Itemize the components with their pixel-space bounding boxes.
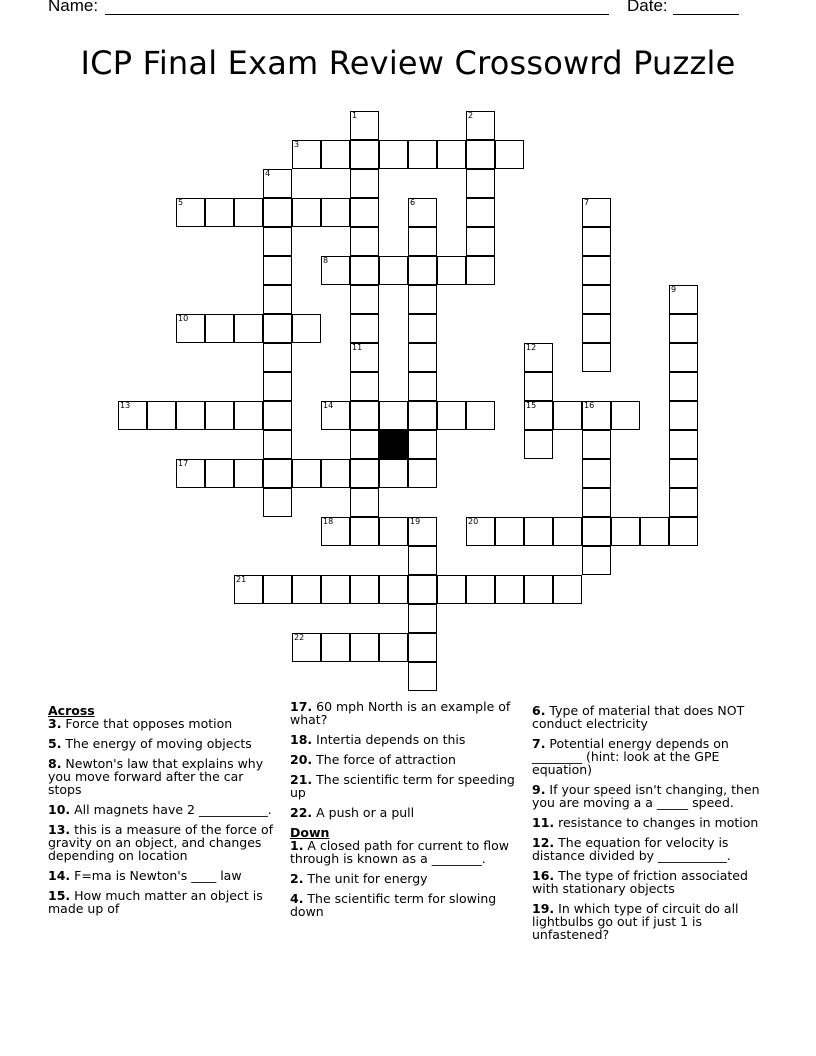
cell-number: 14: [323, 401, 334, 410]
grid-cell[interactable]: [263, 488, 292, 517]
clue-text: 60 mph North is an example of what?: [290, 699, 511, 727]
clue-item: [532, 869, 764, 895]
grid-cell[interactable]: [205, 314, 234, 343]
cell-number: 1: [352, 111, 358, 120]
grid-cell[interactable]: [669, 372, 698, 401]
grid-cell[interactable]: [582, 314, 611, 343]
grid-cell[interactable]: [466, 111, 495, 140]
grid-cell[interactable]: [263, 575, 292, 604]
grid-cell[interactable]: [408, 343, 437, 372]
clue-text: Intertia depends on this: [312, 732, 466, 747]
grid-cell[interactable]: [292, 198, 321, 227]
grid-cell[interactable]: [524, 575, 553, 604]
clue-text: The energy of moving objects: [61, 736, 252, 751]
grid-cell[interactable]: [263, 256, 292, 285]
grid-cell[interactable]: [321, 256, 350, 285]
grid-cell[interactable]: [263, 198, 292, 227]
grid-cell[interactable]: [466, 401, 495, 430]
clue-text: Potential energy depends on ________ (hint: look at the GPE equation): [532, 736, 729, 777]
across-clue-list: [48, 717, 280, 915]
grid-cell[interactable]: [176, 198, 205, 227]
clue-text: A push or a pull: [312, 805, 415, 820]
clue-number: 14.: [48, 868, 71, 883]
grid-cell[interactable]: [669, 401, 698, 430]
date-label: Date:: [627, 0, 668, 15]
clue-number: 10.: [48, 802, 71, 817]
grid-cell[interactable]: [582, 401, 611, 430]
grid-cell[interactable]: [408, 401, 437, 430]
clue-number: 16.: [532, 868, 555, 883]
grid-cell[interactable]: [379, 633, 408, 662]
clue-number: 3.: [48, 716, 62, 731]
grid-cell[interactable]: [408, 140, 437, 169]
grid-cell[interactable]: [263, 401, 292, 430]
grid-cell[interactable]: [292, 633, 321, 662]
grid-cell[interactable]: [669, 459, 698, 488]
cell-number: 9: [671, 285, 677, 294]
grid-cell[interactable]: [524, 517, 553, 546]
grid-cell[interactable]: [553, 401, 582, 430]
clue-number: 2.: [290, 871, 304, 886]
grid-cell[interactable]: [118, 401, 147, 430]
grid-cell[interactable]: [379, 140, 408, 169]
clue-item: [532, 704, 764, 730]
clue-column-2: [290, 700, 520, 925]
cell-number: 8: [323, 256, 329, 265]
grid-cell[interactable]: [582, 227, 611, 256]
grid-cell[interactable]: [669, 488, 698, 517]
clue-item: [532, 816, 764, 829]
clue-item: [290, 733, 520, 746]
down-clue-list-continued: [532, 704, 764, 941]
grid-cell[interactable]: [321, 459, 350, 488]
clue-text: In which type of circuit do all lightbulbs go out if just 1 is unfastened?: [532, 901, 739, 942]
grid-cell[interactable]: [350, 575, 379, 604]
clue-text: All magnets have 2 ___________.: [70, 802, 272, 817]
grid-cell[interactable]: [611, 517, 640, 546]
grid-cell[interactable]: [437, 401, 466, 430]
grid-cell[interactable]: [263, 227, 292, 256]
clue-number: 1.: [290, 838, 304, 853]
grid-cell[interactable]: [408, 546, 437, 575]
clue-text: The type of friction associated with stationary objects: [532, 868, 748, 896]
grid-cell[interactable]: [466, 227, 495, 256]
across-clue-list-continued: [290, 700, 520, 819]
clue-text: Force that opposes motion: [61, 716, 233, 731]
grid-cell[interactable]: [408, 517, 437, 546]
clue-text: A closed path for current to flow through is known as a ________.: [290, 838, 509, 866]
grid-cell[interactable]: [205, 401, 234, 430]
grid-cell[interactable]: [553, 575, 582, 604]
clue-text: Type of material that does NOT conduct electricity: [532, 703, 745, 731]
grid-cell[interactable]: [292, 575, 321, 604]
clue-text: Newton's law that explains why you move forward after the car stops: [48, 756, 264, 797]
cell-number: 10: [178, 314, 189, 323]
grid-cell[interactable]: [495, 575, 524, 604]
grid-cell[interactable]: [234, 314, 263, 343]
grid-cell[interactable]: [437, 575, 466, 604]
grid-cell[interactable]: [466, 575, 495, 604]
clue-number: 19.: [532, 901, 555, 916]
clue-item: [48, 717, 280, 730]
grid-cell[interactable]: [408, 604, 437, 633]
grid-cell[interactable]: [408, 430, 437, 459]
grid-cell[interactable]: [176, 459, 205, 488]
clue-number: 12.: [532, 835, 555, 850]
grid-cell[interactable]: [176, 401, 205, 430]
grid-cell[interactable]: [582, 459, 611, 488]
clue-item: [48, 757, 280, 796]
grid-cell[interactable]: [669, 285, 698, 314]
clue-column-3: [532, 700, 764, 948]
grid-cell[interactable]: [524, 343, 553, 372]
clue-number: 17.: [290, 699, 313, 714]
clue-item: [290, 892, 520, 918]
cell-number: 12: [526, 343, 537, 352]
clue-item: [48, 803, 280, 816]
clue-text: The scientific term for slowing down: [290, 891, 497, 919]
grid-cell[interactable]: [437, 256, 466, 285]
grid-cell[interactable]: [263, 430, 292, 459]
clue-text: The force of attraction: [312, 752, 456, 767]
grid-cell[interactable]: [350, 314, 379, 343]
name-label: Name:: [48, 0, 99, 15]
grid-cell[interactable]: [582, 517, 611, 546]
grid-cell[interactable]: [350, 459, 379, 488]
clue-number: 18.: [290, 732, 313, 747]
grid-cell[interactable]: [321, 633, 350, 662]
grid-cell[interactable]: [408, 227, 437, 256]
cell-number: 13: [120, 401, 131, 410]
clue-item: [48, 869, 280, 882]
clue-item: [532, 836, 764, 862]
grid-cell[interactable]: [263, 372, 292, 401]
grid-cell[interactable]: [176, 314, 205, 343]
grid-cell[interactable]: [321, 198, 350, 227]
cell-number: 3: [294, 140, 300, 149]
grid-cell[interactable]: [408, 372, 437, 401]
clue-item: [532, 783, 764, 809]
cell-number: 16: [584, 401, 595, 410]
grid-cell[interactable]: [292, 459, 321, 488]
grid-cell[interactable]: [263, 169, 292, 198]
puzzle-title: ICP Final Exam Review Crossowrd Puzzle: [80, 44, 736, 82]
cell-number: 5: [178, 198, 184, 207]
grid-cell[interactable]: [379, 459, 408, 488]
down-clue-list: [290, 839, 520, 918]
cell-number: 6: [410, 198, 416, 207]
grid-cell[interactable]: [350, 111, 379, 140]
grid-cell[interactable]: [234, 401, 263, 430]
grid-cell[interactable]: [524, 372, 553, 401]
clue-number: 11.: [532, 815, 555, 830]
cell-number: 11: [352, 343, 363, 352]
clue-item: [290, 753, 520, 766]
cell-number: 22: [294, 633, 305, 642]
clue-item: [532, 902, 764, 941]
clue-column-1: [48, 700, 280, 922]
grid-cell[interactable]: [350, 285, 379, 314]
grid-cell[interactable]: [350, 430, 379, 459]
clue-item: [48, 823, 280, 862]
grid-cell[interactable]: [408, 575, 437, 604]
grid-cell[interactable]: [292, 140, 321, 169]
grid-cell[interactable]: [669, 430, 698, 459]
grid-cell[interactable]: [234, 575, 263, 604]
clue-number: 6.: [532, 703, 546, 718]
clue-number: 13.: [48, 822, 71, 837]
grid-cell[interactable]: [466, 517, 495, 546]
grid-cell[interactable]: [321, 575, 350, 604]
grid-cell[interactable]: [582, 430, 611, 459]
grid-cell[interactable]: [640, 517, 669, 546]
clue-item: [290, 872, 520, 885]
grid-cell[interactable]: [350, 401, 379, 430]
grid-cell[interactable]: [321, 517, 350, 546]
grid-cell[interactable]: [466, 198, 495, 227]
clue-item: [48, 737, 280, 750]
grid-cell[interactable]: [147, 401, 176, 430]
grid-cell[interactable]: [321, 140, 350, 169]
grid-cell[interactable]: [379, 401, 408, 430]
black-square: [379, 430, 408, 459]
grid-cell[interactable]: [524, 430, 553, 459]
clue-item: [290, 806, 520, 819]
clue-number: 4.: [290, 891, 304, 906]
clue-item: [290, 773, 520, 799]
clue-number: 7.: [532, 736, 546, 751]
grid-cell[interactable]: [350, 256, 379, 285]
grid-cell[interactable]: [582, 546, 611, 575]
clue-text: If your speed isn't changing, then you are moving a a _____ speed.: [532, 782, 760, 810]
grid-cell[interactable]: [466, 140, 495, 169]
grid-cell[interactable]: [408, 198, 437, 227]
clue-text: The scientific term for speeding up: [290, 772, 515, 800]
clue-text: How much matter an object is made up of: [48, 888, 263, 916]
grid-cell[interactable]: [292, 314, 321, 343]
grid-cell[interactable]: [408, 285, 437, 314]
grid-cell[interactable]: [350, 198, 379, 227]
clue-item: [290, 839, 520, 865]
clue-number: 8.: [48, 756, 62, 771]
grid-cell[interactable]: [408, 459, 437, 488]
grid-cell[interactable]: [408, 662, 437, 691]
grid-cell[interactable]: [234, 198, 263, 227]
grid-cell[interactable]: [582, 198, 611, 227]
clue-text: The unit for energy: [303, 871, 428, 886]
grid-cell[interactable]: [205, 198, 234, 227]
grid-cell[interactable]: [350, 488, 379, 517]
clue-item: [532, 737, 764, 776]
grid-cell[interactable]: [611, 401, 640, 430]
cell-number: 17: [178, 459, 189, 468]
grid-cell[interactable]: [495, 517, 524, 546]
grid-cell[interactable]: [379, 575, 408, 604]
clue-text: this is a measure of the force of gravity on an object, and changes depending on location: [48, 822, 274, 863]
clue-item: [48, 889, 280, 915]
grid-cell[interactable]: [582, 256, 611, 285]
cell-number: 7: [584, 198, 590, 207]
grid-cell[interactable]: [263, 343, 292, 372]
grid-cell[interactable]: [408, 256, 437, 285]
grid-cell[interactable]: [379, 517, 408, 546]
grid-cell[interactable]: [437, 140, 466, 169]
grid-cell[interactable]: [350, 517, 379, 546]
grid-cell[interactable]: [669, 517, 698, 546]
grid-cell[interactable]: [495, 140, 524, 169]
grid-cell[interactable]: [553, 517, 582, 546]
grid-cell[interactable]: [408, 633, 437, 662]
grid-cell[interactable]: [263, 459, 292, 488]
grid-cell[interactable]: [350, 140, 379, 169]
cell-number: 18: [323, 517, 334, 526]
grid-cell[interactable]: [582, 343, 611, 372]
grid-cell[interactable]: [350, 633, 379, 662]
grid-cell[interactable]: [350, 372, 379, 401]
clue-item: [290, 700, 520, 726]
down-heading: Down: [290, 825, 330, 840]
cell-number: 21: [236, 575, 247, 584]
clue-number: 21.: [290, 772, 313, 787]
grid-cell[interactable]: [669, 314, 698, 343]
grid-cell[interactable]: [350, 343, 379, 372]
grid-cell[interactable]: [263, 314, 292, 343]
grid-cell[interactable]: [466, 256, 495, 285]
grid-cell[interactable]: [379, 256, 408, 285]
grid-cell[interactable]: [234, 459, 263, 488]
grid-cell[interactable]: [205, 459, 234, 488]
grid-cell[interactable]: [524, 401, 553, 430]
clue-number: 5.: [48, 736, 62, 751]
cell-number: 4: [265, 169, 271, 178]
clue-number: 20.: [290, 752, 313, 767]
grid-cell[interactable]: [321, 401, 350, 430]
across-heading: Across: [48, 703, 95, 718]
cell-number: 2: [468, 111, 474, 120]
clue-text: resistance to changes in motion: [554, 815, 759, 830]
cell-number: 19: [410, 517, 421, 526]
grid-cell[interactable]: [466, 169, 495, 198]
clue-text: F=ma is Newton's ____ law: [70, 868, 242, 883]
clue-number: 22.: [290, 805, 313, 820]
cell-number: 20: [468, 517, 479, 526]
grid-cell[interactable]: [408, 314, 437, 343]
grid-cell[interactable]: [263, 285, 292, 314]
cell-number: 15: [526, 401, 537, 410]
clue-number: 9.: [532, 782, 546, 797]
grid-cell[interactable]: [669, 343, 698, 372]
clue-text: The equation for velocity is distance divided by ___________.: [532, 835, 731, 863]
clue-number: 15.: [48, 888, 71, 903]
grid-cell[interactable]: [582, 285, 611, 314]
grid-cell[interactable]: [350, 169, 379, 198]
grid-cell[interactable]: [582, 488, 611, 517]
grid-cell[interactable]: [350, 227, 379, 256]
